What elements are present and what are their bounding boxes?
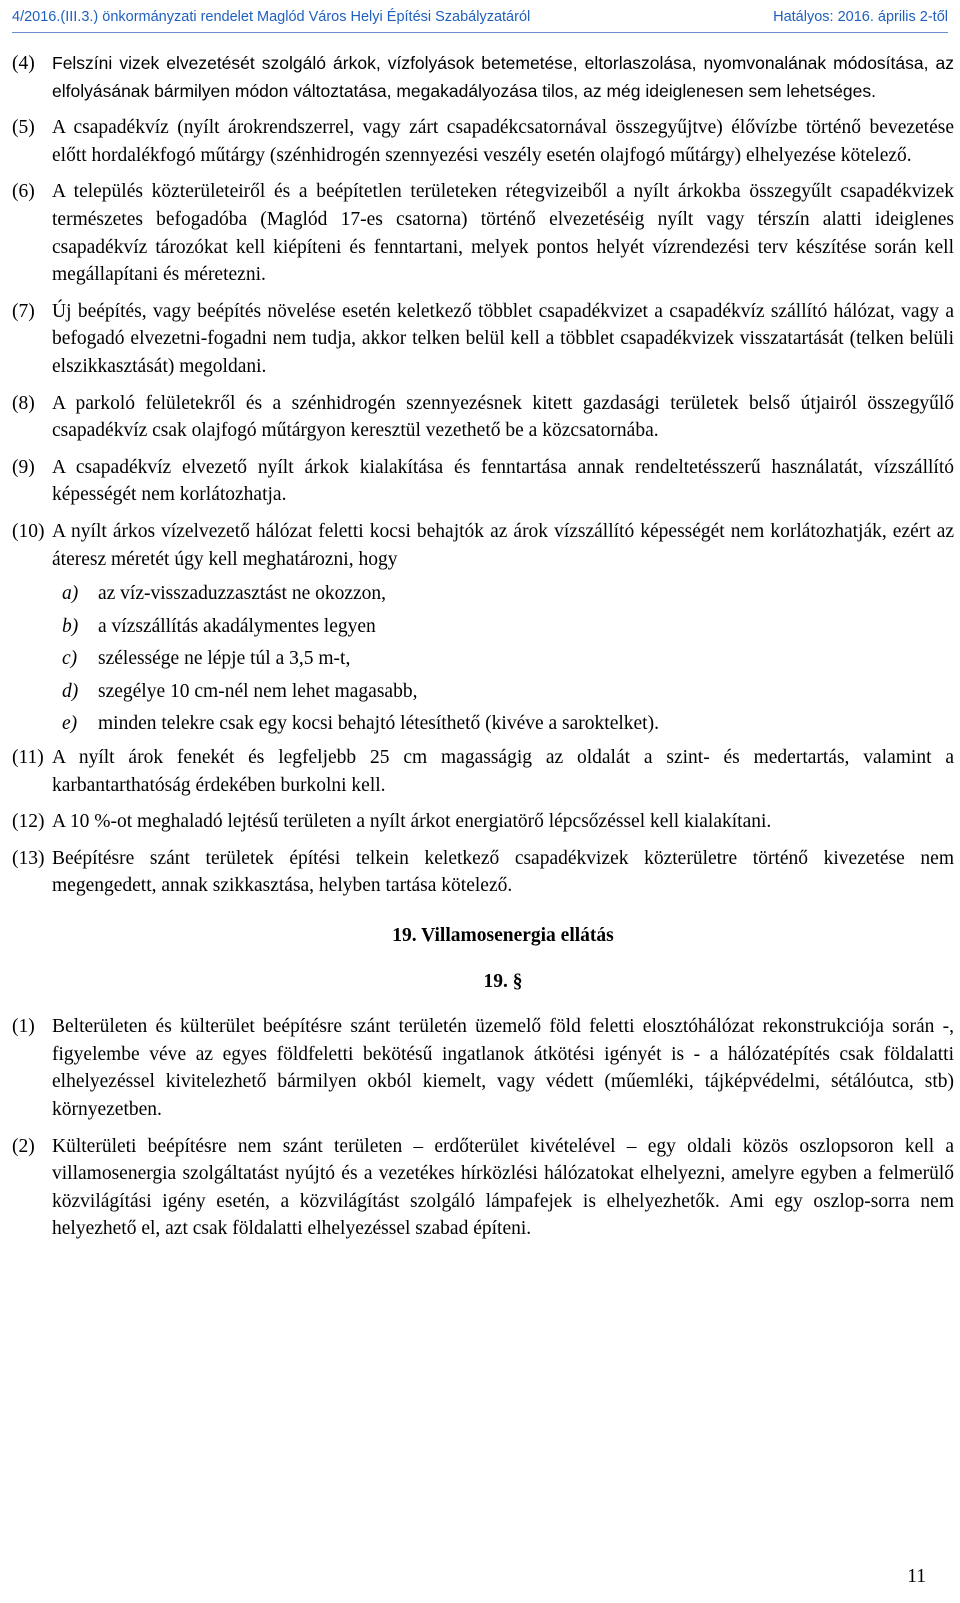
page-header <box>12 6 948 33</box>
paragraph-text: Belterületen és külterület beépítésre szánt területén üzemelő föld feletti elosztóhálózat rekonstrukciója során -, figyelembe véve az egyes földfeletti bekötésű ingatlanok átkötési igényét is - a hálózatépítés csak földalatti elhelyezéssel kivitelezhető bármilyen okból kiemelt, vagy védett (műemléki, tájképvédelmi, sétálóutca, stb) környezetben. <box>52 1016 954 1120</box>
paragraph-number: (13) <box>12 847 45 869</box>
list-item-letter: a) <box>62 583 79 605</box>
paragraph-text: A nyílt árkos vízelvezető hálózat feletti kocsi behajtók az árok vízszállító képességét nem korlátozhatják, ezért az áteresz méretét úgy kell meghatározni, hogy <box>52 520 954 570</box>
list-item-letter: b) <box>62 615 79 637</box>
header-document-title: 4/2016.(III.3.) önkormányzati rendelet Maglód Város Helyi Építési Szabályzatáról <box>12 9 531 25</box>
paragraph <box>12 845 954 900</box>
paragraph-number: (10) <box>12 520 45 542</box>
paragraph-number: (12) <box>12 811 45 833</box>
paragraph-number: (4) <box>12 53 35 74</box>
section-title: 19. § <box>483 970 523 992</box>
paragraph-number: (6) <box>12 181 35 203</box>
paragraph-number: (8) <box>12 392 35 414</box>
paragraph-text: Új beépítés, vagy beépítés növelése esetén keletkező többlet csapadékvizet a csapadékvíz szállító hálózat, vagy a befogadó elvezetni-fogadni nem tudja, akkor telken belül kell a többlet csapadékvizek visszatartását (telken belüli elszikkasztását) megoldani. <box>52 300 954 377</box>
paragraph <box>12 114 954 169</box>
paragraph-text: Beépítésre szánt területek építési telkein keletkező csapadékvizek közterületre történő kivezetése nem megengedett, annak szikkasztása, helyben tartása kötelező. <box>52 847 954 897</box>
paragraph-number: (2) <box>12 1135 35 1157</box>
paragraph-text: A 10 %-ot meghaladó lejtésű területen a nyílt árkot energiatörő lépcsőzéssel kell kialakítani. <box>52 811 772 833</box>
paragraph-number: (5) <box>12 117 35 139</box>
paragraph <box>12 1013 954 1123</box>
paragraph <box>12 390 954 445</box>
paragraph-text: A település közterületeiről és a beépítetlen területeken rétegvizeiből a nyílt árkokba összegyűlt csapadékvizek természetes befogadóba (Maglód 17-es csatorna) történő elvezetéséig nyílt vagy térszín alatti ideiglenes csapadékvíz tározókat kell kiépíteni és fenntartani, melyek pontos helyét vízrendezési terv készítése során kell megállapítani és méretezni. <box>52 181 954 286</box>
paragraph-group-electricity <box>12 1013 954 1243</box>
paragraph-number: (1) <box>12 1016 35 1038</box>
list-item <box>62 613 954 641</box>
paragraph-text: Felszíni vizek elvezetését szolgáló árkok, vízfolyások betemetése, eltorlaszolása, nyomvonalának módosítása, az elfolyásának bármilyen módon változtatása, megakadályozása tilos, az még ideiglenesen sem lehetséges. <box>52 53 954 101</box>
paragraph-number: (7) <box>12 300 35 322</box>
list-item <box>62 678 954 706</box>
paragraph <box>12 808 954 836</box>
list-item-letter: e) <box>62 713 78 735</box>
paragraph <box>12 518 954 573</box>
paragraph <box>12 454 954 509</box>
paragraph <box>12 298 954 381</box>
paragraph-text: Külterületi beépítésre nem szánt területen – erdőterület kivételével – egy oldali közös oszlopsoron kell a villamosenergia szolgáltatást nyújtó és a vezetékes hírközlési hálózatokat elhelyezni, amelyre egyben a felmerülő közvilágítási igény esetén, a közvilágítást szolgáló lámpafejek is elhelyezhetők. Ami egy oszlop-sorra nem helyezhető el, azt csak földalatti elhelyezéssel szabad építeni. <box>52 1135 954 1240</box>
paragraph <box>12 1133 954 1243</box>
culvert-conditions-list <box>12 580 954 738</box>
chapter-title: 19. Villamosenergia ellátás <box>392 925 614 947</box>
page-number: 11 <box>907 1566 926 1587</box>
paragraph-text: A parkoló felületekről és a szénhidrogén szennyezésnek kitett gazdasági területek belső útjairól összegyűlő csapadékvíz csak olajfogó műtárgyon keresztül vezethető be a közcsatornába. <box>52 392 954 442</box>
paragraph-group-drainage-continued <box>12 744 954 900</box>
header-effective-date: Hatályos: 2016. április 2-től <box>773 9 948 25</box>
paragraph-number: (9) <box>12 456 35 478</box>
list-item-text: az víz-visszaduzzasztást ne okozzon, <box>98 583 387 605</box>
list-item <box>62 580 954 608</box>
paragraph-group-drainage <box>12 50 954 573</box>
paragraph-text: A nyílt árok fenekét és legfeljebb 25 cm magasságig az oldalát a szint- és medertartás, valamint a karbantarthatóság érdekében burkolni kell. <box>52 747 954 796</box>
paragraph <box>12 178 954 288</box>
paragraph <box>12 50 954 105</box>
list-item <box>62 645 954 673</box>
list-item <box>62 710 954 738</box>
list-item-text: szélessége ne lépje túl a 3,5 m-t, <box>98 648 351 670</box>
list-item-letter: d) <box>62 680 79 702</box>
paragraph-text: A csapadékvíz elvezető nyílt árkok kialakítása és fenntartása annak rendeltetésszerű használatát, vízszállító képességét nem korlátozhatja. <box>52 456 954 506</box>
paragraph-text: A csapadékvíz (nyílt árokrendszerrel, vagy zárt csapadékcsatornával összegyűjtve) élővízbe történő bevezetése előtt hordalékfogó műtárgy (szénhidrogén szennyezési veszély esetén olajfogó műtárgy) elhelyezése kötelező. <box>52 117 954 166</box>
list-item-text: minden telekre csak egy kocsi behajtó létesíthető (kivéve a saroktelket). <box>98 713 659 735</box>
paragraph <box>12 744 954 799</box>
document-body <box>12 50 954 1252</box>
list-item-letter: c) <box>62 648 78 670</box>
list-item-text: a vízszállítás akadálymentes legyen <box>98 615 376 637</box>
paragraph-number: (11) <box>12 747 44 769</box>
list-item-text: szegélye 10 cm-nél nem lehet magasabb, <box>98 680 418 702</box>
